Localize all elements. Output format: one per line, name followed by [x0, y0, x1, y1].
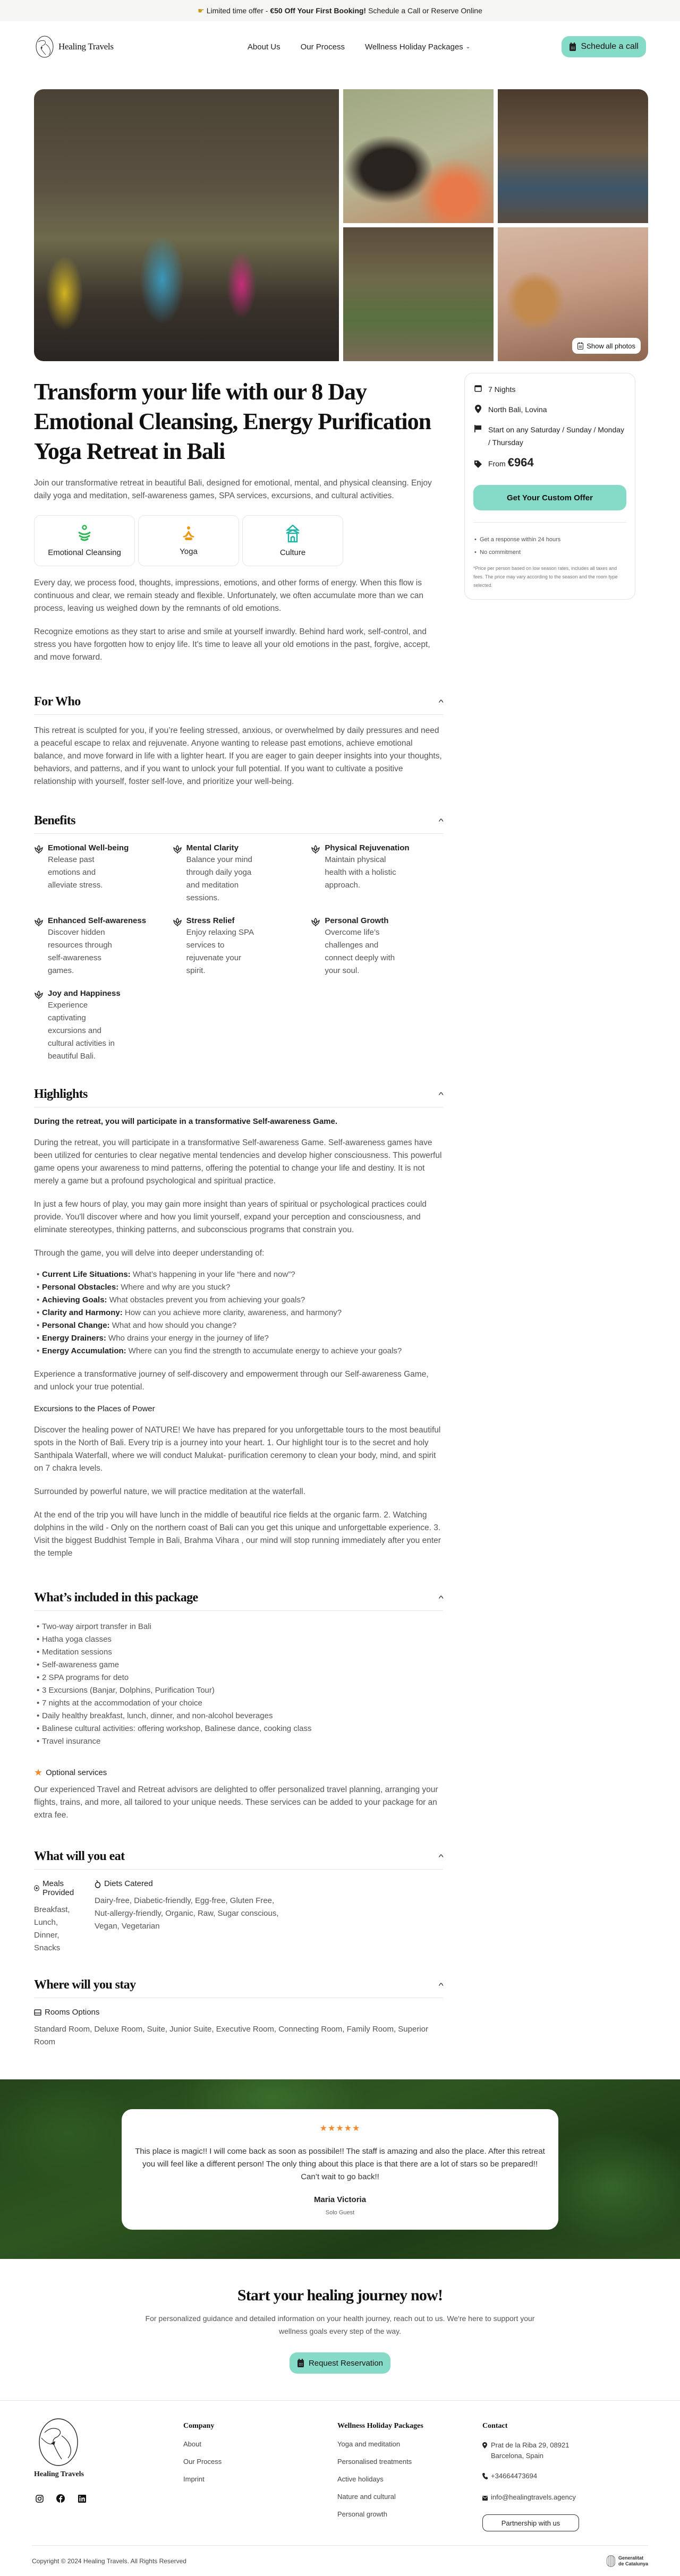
eat-header[interactable]: [34, 1849, 443, 1870]
benefit-item: [173, 916, 305, 977]
game-topic-text: What obstacles prevent you from achieving your goals?: [107, 1295, 305, 1304]
benefit-item: [34, 843, 166, 905]
get-custom-offer-button[interactable]: Get Your Custom Offer: [473, 485, 626, 510]
schedule-call-label: Schedule a call: [581, 42, 639, 51]
main-nav: [248, 42, 470, 52]
benefit-description: Maintain physical health with a holistic approach.: [325, 855, 396, 890]
star-icon: ★: [34, 1767, 43, 1778]
lotus-outline-icon: [173, 917, 182, 927]
nav-wellness-packages[interactable]: [365, 42, 470, 52]
lotus-outline-icon: [34, 917, 44, 927]
section-for-who: [34, 695, 443, 788]
benefit-title: Physical Rejuvenation: [325, 843, 410, 852]
intro-text: Join our transformative retreat in beautiful Bali, designed for emotional, mental, and physical cleansing. Enjoy daily yoga and meditation, self-awareness games, SPA services, excursions, and cultural activities.: [34, 479, 432, 500]
cta-section: [0, 2259, 680, 2400]
price-tag-icon: [474, 460, 482, 468]
meals-column: [34, 1879, 82, 1955]
footer-link-nature-cultural[interactable]: Nature and cultural: [337, 2493, 396, 2501]
optional-services-text: Our experienced Travel and Retreat advisors are delighted to offer personalized travel planning, arranging your flights, trains, and more, all tailored to your unique needs. These services can be added to your package for an extra fee.: [34, 1785, 438, 1820]
footer-link-personal-growth[interactable]: Personal growth: [337, 2510, 387, 2518]
game-topic-term: Personal Obstacles:: [42, 1283, 119, 1292]
price-prefix: From: [488, 459, 506, 468]
gallery-icon: [577, 342, 583, 349]
gallery-photo-lounge[interactable]: [498, 89, 648, 223]
benefit-item: [311, 916, 443, 977]
meals-label: Meals Provided: [42, 1879, 74, 1897]
game-topic-item: [34, 1307, 443, 1319]
content-area: [0, 363, 680, 2049]
footer-link-our-process[interactable]: Our Process: [183, 2458, 222, 2466]
cta-title: Start your healing journey now!: [237, 2287, 443, 2304]
site-footer: [0, 2400, 680, 2576]
partnership-button[interactable]: Partnership with us: [482, 2514, 579, 2531]
included-item: • 2 SPA programs for deto: [34, 1671, 443, 1684]
rating-stars: ★★★★★: [319, 2123, 361, 2133]
for-who-text: This retreat is sculpted for you, if you’re feeling stressed, anxious, or overwhelmed by daily pressures and need a peaceful escape to relax and rejuvenate. Anyone wanting to release past emotions, achieve emotional balance, and move forward in life with a lighter heart. If you are eager to gain deeper insights into your thoughts, behaviors, and patterns, and if you want to unlock your full potential. If you want to cultivate a positive relationship with yourself, foster self-love, and prioritize your well-being.: [34, 726, 442, 786]
tag-yoga[interactable]: [138, 515, 239, 566]
included-item: • Hatha yoga classes: [34, 1633, 443, 1646]
offer-benefit: • Get a response within 24 hours: [473, 533, 626, 546]
main-column: [34, 363, 443, 2049]
game-topic-item: [34, 1345, 443, 1358]
cta-text: For personalized guidance and detailed information on your health journey, reach out to us. We're here to support your wellness goals every step of the way.: [145, 2314, 535, 2335]
lotus-outline-icon: [34, 845, 44, 854]
price-row: [473, 456, 626, 470]
included-item: • Balinese cultural activities: offering workshop, Balinese dance, cooking class: [34, 1722, 443, 1735]
benefit-title: Joy and Happiness: [48, 989, 121, 998]
section-title: What will you eat: [34, 1849, 125, 1863]
bed-icon: [34, 2009, 41, 2016]
start-days-row: [473, 423, 626, 449]
highlights-paragraph: In just a few hours of play, you may gain more insight than years of spiritual or psychological practices could provide. You'll discover where and how you limit yourself, expand your perception and consciousness, and eliminate stereotypes, thinking patterns, and subconscious programs that constrain you.: [34, 1200, 427, 1234]
tag-emotional-cleansing[interactable]: [34, 515, 135, 566]
footer-column-title: Company: [183, 2422, 215, 2430]
section-highlights: [34, 1087, 443, 1560]
included-item: • Travel insurance: [34, 1735, 443, 1748]
copyright-text: Copyright © 2024 Healing Travels. All Rights Reserved: [32, 2557, 186, 2565]
divider: [473, 522, 626, 523]
included-item: • Daily healthy breakfast, lunch, dinner, and non-alcohol beverages: [34, 1710, 443, 1722]
nights-value: 7 Nights: [488, 385, 516, 394]
benefit-title: Personal Growth: [325, 916, 389, 925]
nav-about-us[interactable]: About Us: [247, 42, 280, 52]
game-topic-text: What’s happening in your life “here and now”?: [130, 1270, 295, 1279]
section-title: Highlights: [34, 1087, 88, 1101]
temple-icon: [285, 525, 300, 543]
linkedin-icon[interactable]: [78, 2494, 86, 2503]
included-header[interactable]: [34, 1591, 443, 1611]
location-row: [473, 403, 626, 416]
game-topic-term: Personal Change:: [42, 1321, 110, 1330]
section-title: Where will you stay: [34, 1978, 136, 1992]
game-topic-term: Clarity and Harmony:: [42, 1308, 123, 1317]
excursions-subtitle: Excursions to the Places of Power: [34, 1404, 155, 1413]
promo-bar: [0, 0, 680, 21]
section-what-will-you-eat: [34, 1849, 443, 1955]
rooms-label: Rooms Options: [45, 2008, 100, 2017]
yoga-pose-icon: [182, 526, 196, 542]
calendar-icon: [474, 385, 482, 392]
contact-address: [482, 2440, 583, 2461]
footer-column-title: Contact: [482, 2422, 508, 2430]
game-topic-item: [34, 1319, 443, 1332]
section-title: Benefits: [34, 814, 75, 828]
promo-prefix: Limited time offer -: [206, 6, 268, 15]
retreat-tags: [34, 515, 443, 566]
request-reservation-button[interactable]: [290, 2352, 390, 2374]
optional-services-title: Optional services: [46, 1768, 107, 1777]
brand-name: Healing Travels: [58, 41, 114, 52]
gallery-photo-spa[interactable]: [498, 227, 648, 361]
plate-icon: [34, 1884, 39, 1892]
lotus-outline-icon: [34, 990, 44, 1000]
facebook-icon[interactable]: [56, 2494, 65, 2503]
game-topic-text: Who drains your energy in the journey of life?: [106, 1334, 269, 1343]
footer-link-personalised-treatments[interactable]: Personalised treatments: [337, 2458, 412, 2466]
footer-contact-column: [482, 2418, 583, 2531]
instagram-icon[interactable]: [35, 2494, 44, 2503]
tag-culture[interactable]: [242, 515, 343, 566]
chevron-up-icon[interactable]: ^: [439, 1981, 444, 1990]
address-text: Prat de la Riba 29, 08921 Barcelona, Spain: [491, 2441, 570, 2460]
lotus-icon: [78, 525, 91, 543]
footer-wellness-column: [337, 2418, 482, 2531]
included-item: • Meditation sessions: [34, 1646, 443, 1659]
included-item: • Two-way airport transfer in Bali: [34, 1620, 443, 1633]
meals-value: Breakfast, Lunch, Dinner, Snacks: [34, 1905, 70, 1952]
apple-icon: [95, 1880, 101, 1888]
chevron-up-icon[interactable]: ^: [439, 816, 444, 825]
diets-column: [95, 1879, 286, 1955]
rooms-heading: [34, 2008, 443, 2017]
offer-benefit: • No commitment: [473, 546, 626, 559]
stay-header[interactable]: [34, 1978, 443, 1998]
footer-column-title: Wellness Holiday Packages: [337, 2422, 423, 2430]
gallery-photo-offering[interactable]: [343, 89, 494, 223]
benefit-title: Emotional Well-being: [48, 843, 129, 852]
generalitat-line-1: Generalitat: [618, 2555, 643, 2561]
testimonial-author: Maria Victoria: [313, 2195, 367, 2204]
footer-company-column: [183, 2418, 337, 2531]
testimonial-card: [122, 2109, 558, 2230]
globe-logo-icon: [38, 2418, 79, 2467]
globe-logo-icon: [34, 35, 57, 59]
chevron-up-icon[interactable]: ^: [439, 1090, 444, 1099]
lotus-outline-icon: [173, 845, 182, 854]
chevron-up-icon[interactable]: ^: [439, 697, 444, 706]
promo-highlight: €50 Off Your First Booking!: [270, 6, 367, 15]
included-item: • 7 nights at the accommodation of your choice: [34, 1697, 443, 1710]
game-topic-text: How can you achieve more clarity, awareness, and harmony?: [122, 1308, 342, 1317]
gallery-photo-balinese-dance[interactable]: [34, 89, 339, 361]
game-topic-item: [34, 1294, 443, 1307]
game-topic-item: [34, 1268, 443, 1281]
show-all-photos-label: Show all photos: [586, 342, 635, 350]
chevron-up-icon[interactable]: ^: [439, 1852, 444, 1861]
benefit-item: [34, 916, 166, 977]
booking-card: [464, 373, 635, 600]
map-pin-icon: [475, 405, 481, 413]
testimonial-role: Solo Guest: [325, 2209, 355, 2216]
benefits-grid: [34, 843, 443, 1063]
highlights-paragraph: Through the game, you will delve into deeper understanding of:: [34, 1249, 265, 1258]
section-included: [34, 1591, 443, 1822]
generalitat-line-2: de Catalunya: [618, 2561, 648, 2566]
highlights-header[interactable]: [34, 1087, 443, 1107]
testimonial-quote: This place is magic!! I will come back as soon as possibile!! The staff is amazing and also the place. After this retreat you will feel like a different person! The only thing about this place is that there are a lot of stars so be prepared!! Can’t wait to go back!!: [135, 2146, 545, 2181]
description-paragraph-1: Every day, we process food, thoughts, impressions, emotions, and other forms of energy. When this flow is continuous and clear, we remain steady and flexible. Unfortunately, we often accumulate more than we can process, leaving us weighed down by the remnants of old emotions.: [34, 578, 423, 613]
section-where-will-you-stay: [34, 1978, 443, 2049]
highlights-paragraph: Experience a transformative journey of self-discovery and empowerment through our Self-awareness Game, and unlock your true potential.: [34, 1370, 429, 1392]
highlights-lead: During the retreat, you will participate in a transformative Self-awareness Game.: [34, 1117, 338, 1126]
benefit-item: [34, 989, 166, 1063]
highlights-paragraph: Discover the healing power of NATURE! We have has prepared for you unforgettable tours to the most beautiful spots in the North of Bali. Every trip is a journey into your heart. 1. Our highlight tour is to the secret and holy Santhipala Waterfall, where we will conduct Malukat- purification ceremony to clean your body, mind, and spirit on 7 chakra levels.: [34, 1426, 441, 1473]
game-topic-term: Energy Accumulation:: [42, 1346, 126, 1355]
footer-link-imprint[interactable]: Imprint: [183, 2475, 205, 2483]
email-text: info@healingtravels.agency: [491, 2493, 576, 2501]
nav-our-process[interactable]: Our Process: [300, 42, 345, 52]
highlights-paragraph: At the end of the trip you will have lunch in the middle of beautiful rice fields at the organic farm. 2. Watching dolphins in the wild - Only on the northern coast of Bali can you get this unique and unforgettable experience. 3. Visit the biggest Buddhist Temple in Bali, Brahma Vihara , our mind will stop running immediately after you enter the temple: [34, 1511, 441, 1558]
game-topic-text: What and how should you change?: [109, 1321, 237, 1330]
diets-value: Dairy-free, Diabetic-friendly, Egg-free, Gluten Free, Nut-allergy-friendly, Organic, Raw, Sugar conscious, Vegan, Vegetarian: [95, 1896, 279, 1931]
included-item: • Self-awareness game: [34, 1659, 443, 1671]
section-title: For Who: [34, 695, 81, 709]
game-topic-item: [34, 1281, 443, 1294]
phone-icon: [482, 2473, 488, 2479]
tag-label: Emotional Cleansing: [48, 548, 121, 557]
section-benefits: [34, 814, 443, 1063]
included-item: • 3 Excursions (Banjar, Dolphins, Purification Tour): [34, 1684, 443, 1697]
contact-email[interactable]: [482, 2492, 583, 2504]
nav-wellness-packages-label: Wellness Holiday Packages: [364, 42, 463, 52]
social-links: [35, 2494, 183, 2503]
generalitat-emblem-icon: [607, 2555, 615, 2567]
game-topic-term: Energy Drainers:: [42, 1334, 106, 1343]
footer-link-about[interactable]: About: [183, 2440, 201, 2448]
site-header: [0, 21, 680, 72]
game-topic-text: Where and why are you stuck?: [118, 1283, 231, 1292]
for-who-header[interactable]: [34, 695, 443, 715]
game-topic-text: Where can you find the strength to accumulate energy to achieve your goals?: [126, 1346, 402, 1355]
game-topic-item: [34, 1332, 443, 1345]
chevron-down-icon: ⌄: [465, 44, 471, 50]
benefit-title: Enhanced Self-awareness: [48, 916, 147, 925]
footer-brand: [32, 2418, 183, 2531]
photo-gallery: [0, 72, 680, 363]
benefit-description: Enjoy relaxing SPA services to rejuvenate your spirit.: [186, 928, 254, 975]
schedule-call-button[interactable]: [562, 36, 646, 57]
location-value: North Bali, Lovina: [488, 405, 547, 414]
benefit-description: Overcome life’s challenges and connect deeply with your soul.: [325, 928, 395, 975]
phone-text: +34664473694: [491, 2472, 538, 2480]
optional-services-heading: [34, 1767, 443, 1778]
chevron-up-icon[interactable]: ^: [439, 1593, 444, 1602]
flag-icon: [474, 425, 482, 432]
tag-label: Culture: [279, 548, 306, 557]
benefit-title: Stress Relief: [186, 916, 235, 925]
benefit-description: Balance your mind through daily yoga and meditation sessions.: [186, 855, 252, 902]
generalitat-logo: [607, 2555, 648, 2567]
rooms-value: Standard Room, Deluxe Room, Suite, Junior Suite, Executive Room, Connecting Room, Family Room, Superior Room: [34, 2025, 428, 2046]
tag-label: Yoga: [180, 547, 198, 556]
highlights-paragraph: During the retreat, you will participate in a transformative Self-awareness Game. Self-awareness games have been utilized for centuries to clear negative mental tendencies and develop higher consciousness. This powerful game opens your awareness to mind patterns, offering the potential to change your life and destiny. It is not merely a game but a profound psychological and spiritual practice.: [34, 1138, 442, 1185]
footer-link-active-holidays[interactable]: Active holidays: [337, 2475, 384, 2483]
page-title: Transform your life with our 8 Day Emotional Cleansing, Energy Purification Yoga Retreat in Bali: [34, 379, 431, 464]
booking-sidebar: [464, 363, 635, 2049]
description-paragraph-2: Recognize emotions as they start to arise and smile at yourself inwardly. Behind hard work, self-control, and stress you have forgotten how to enjoy life. It's time to leave all your old emotions in the past, forgive, accept, and move forward.: [34, 627, 430, 662]
pointing-hand-icon: ☛: [198, 6, 205, 15]
footer-bottom-bar: [32, 2545, 648, 2576]
lotus-outline-icon: [311, 845, 320, 854]
benefit-description: Release past emotions and alleviate stress.: [48, 855, 103, 890]
calendar-icon: [569, 42, 576, 52]
testimonial-section: [0, 2079, 680, 2259]
gallery-photo-garden-house[interactable]: [343, 227, 494, 361]
email-icon: [482, 2496, 488, 2501]
game-topic-term: Achieving Goals:: [42, 1295, 107, 1304]
benefit-title: Mental Clarity: [186, 843, 239, 852]
footer-link-yoga-meditation[interactable]: Yoga and meditation: [337, 2440, 401, 2448]
lotus-outline-icon: [311, 917, 320, 927]
section-title: What’s included in this package: [34, 1591, 198, 1605]
included-list: [34, 1620, 443, 1748]
price-note: *Price per person based on low season rates, includes all taxes and fees. The price may vary according to the season and the room type selected.: [473, 566, 618, 588]
footer-brand-name: Healing Travels: [34, 2470, 84, 2478]
nights-row: [473, 383, 626, 396]
map-pin-icon: [482, 2442, 487, 2449]
logo[interactable]: [34, 35, 114, 59]
diets-label: Diets Catered: [104, 1879, 153, 1888]
benefit-item: [173, 843, 305, 905]
offer-benefits-list: [473, 533, 626, 559]
benefit-item: [311, 843, 443, 905]
promo-suffix[interactable]: Schedule a Call or Reserve Online: [368, 6, 482, 15]
game-topics-list: [34, 1268, 443, 1358]
highlights-paragraph: Surrounded by powerful nature, we will practice meditation at the waterfall.: [34, 1487, 305, 1496]
start-days-value: Start on any Saturday / Sunday / Monday / Thursday: [488, 425, 625, 447]
request-reservation-label: Request Reservation: [308, 2358, 384, 2368]
show-all-photos-button[interactable]: [572, 338, 641, 354]
benefit-description: Experience captivating excursions and cultural activities in beautiful Bali.: [48, 1001, 115, 1061]
benefit-description: Discover hidden resources through self-awareness games.: [48, 928, 112, 975]
game-topic-term: Current Life Situations:: [42, 1270, 131, 1279]
price-value: €964: [507, 456, 534, 469]
contact-phone[interactable]: [482, 2471, 583, 2483]
benefits-header[interactable]: [34, 814, 443, 834]
calendar-icon: [297, 2358, 304, 2368]
